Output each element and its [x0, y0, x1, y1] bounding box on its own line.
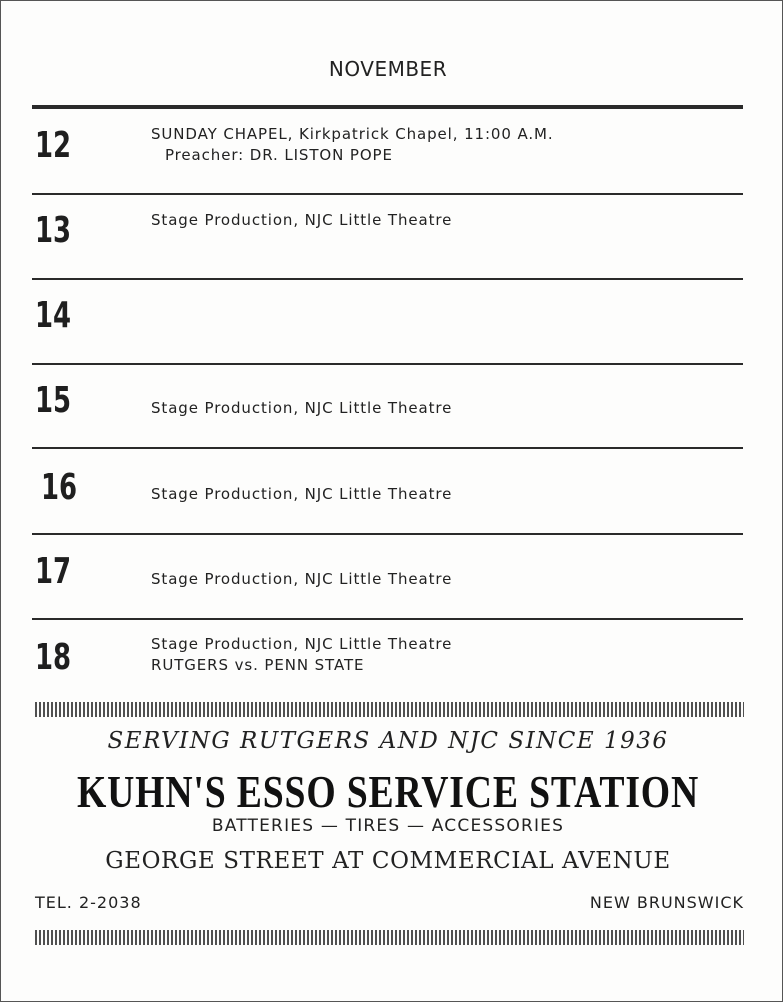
divider-top — [32, 105, 743, 109]
divider — [32, 618, 743, 620]
decorative-border-top — [35, 702, 744, 717]
divider — [32, 533, 743, 535]
day-17-event-line-1: Stage Production, NJC Little Theatre — [151, 570, 453, 588]
ad-address: GEORGE STREET AT COMMERCIAL AVENUE — [105, 848, 671, 874]
day-18-event-line-2: RUTGERS vs. PENN STATE — [151, 656, 365, 674]
decorative-border-bottom — [35, 930, 744, 945]
divider — [32, 363, 743, 365]
ad-tagline: SERVING RUTGERS AND NJC SINCE 1936 — [107, 728, 669, 754]
day-12-event-line-1: SUNDAY CHAPEL, Kirkpatrick Chapel, 11:00 A.M. — [151, 125, 554, 143]
divider — [32, 193, 743, 195]
day-18-event-line-1: Stage Production, NJC Little Theatre — [151, 635, 453, 653]
ad-city: NEW BRUNSWICK — [589, 893, 744, 912]
divider — [32, 278, 743, 280]
day-number-15: 15 — [35, 380, 72, 421]
day-15-event-line-1: Stage Production, NJC Little Theatre — [151, 399, 453, 417]
day-16-event-line-1: Stage Production, NJC Little Theatre — [151, 485, 453, 503]
day-13-event-line-1: Stage Production, NJC Little Theatre — [151, 211, 453, 229]
ad-business-name: KUHN'S ESSO SERVICE STATION — [76, 766, 700, 817]
ad-phone: TEL. 2-2038 — [35, 893, 142, 912]
day-number-17: 17 — [35, 551, 72, 592]
day-number-12: 12 — [35, 125, 72, 166]
day-number-14: 14 — [35, 295, 72, 336]
day-number-13: 13 — [35, 210, 72, 251]
ad-products: BATTERIES — TIRES — ACCESSORIES — [211, 816, 565, 836]
divider — [32, 447, 743, 449]
month-heading: NOVEMBER — [328, 57, 448, 81]
day-number-16: 16 — [41, 467, 78, 508]
day-number-18: 18 — [35, 637, 72, 678]
day-12-event-line-2: Preacher: DR. LISTON POPE — [165, 146, 393, 164]
